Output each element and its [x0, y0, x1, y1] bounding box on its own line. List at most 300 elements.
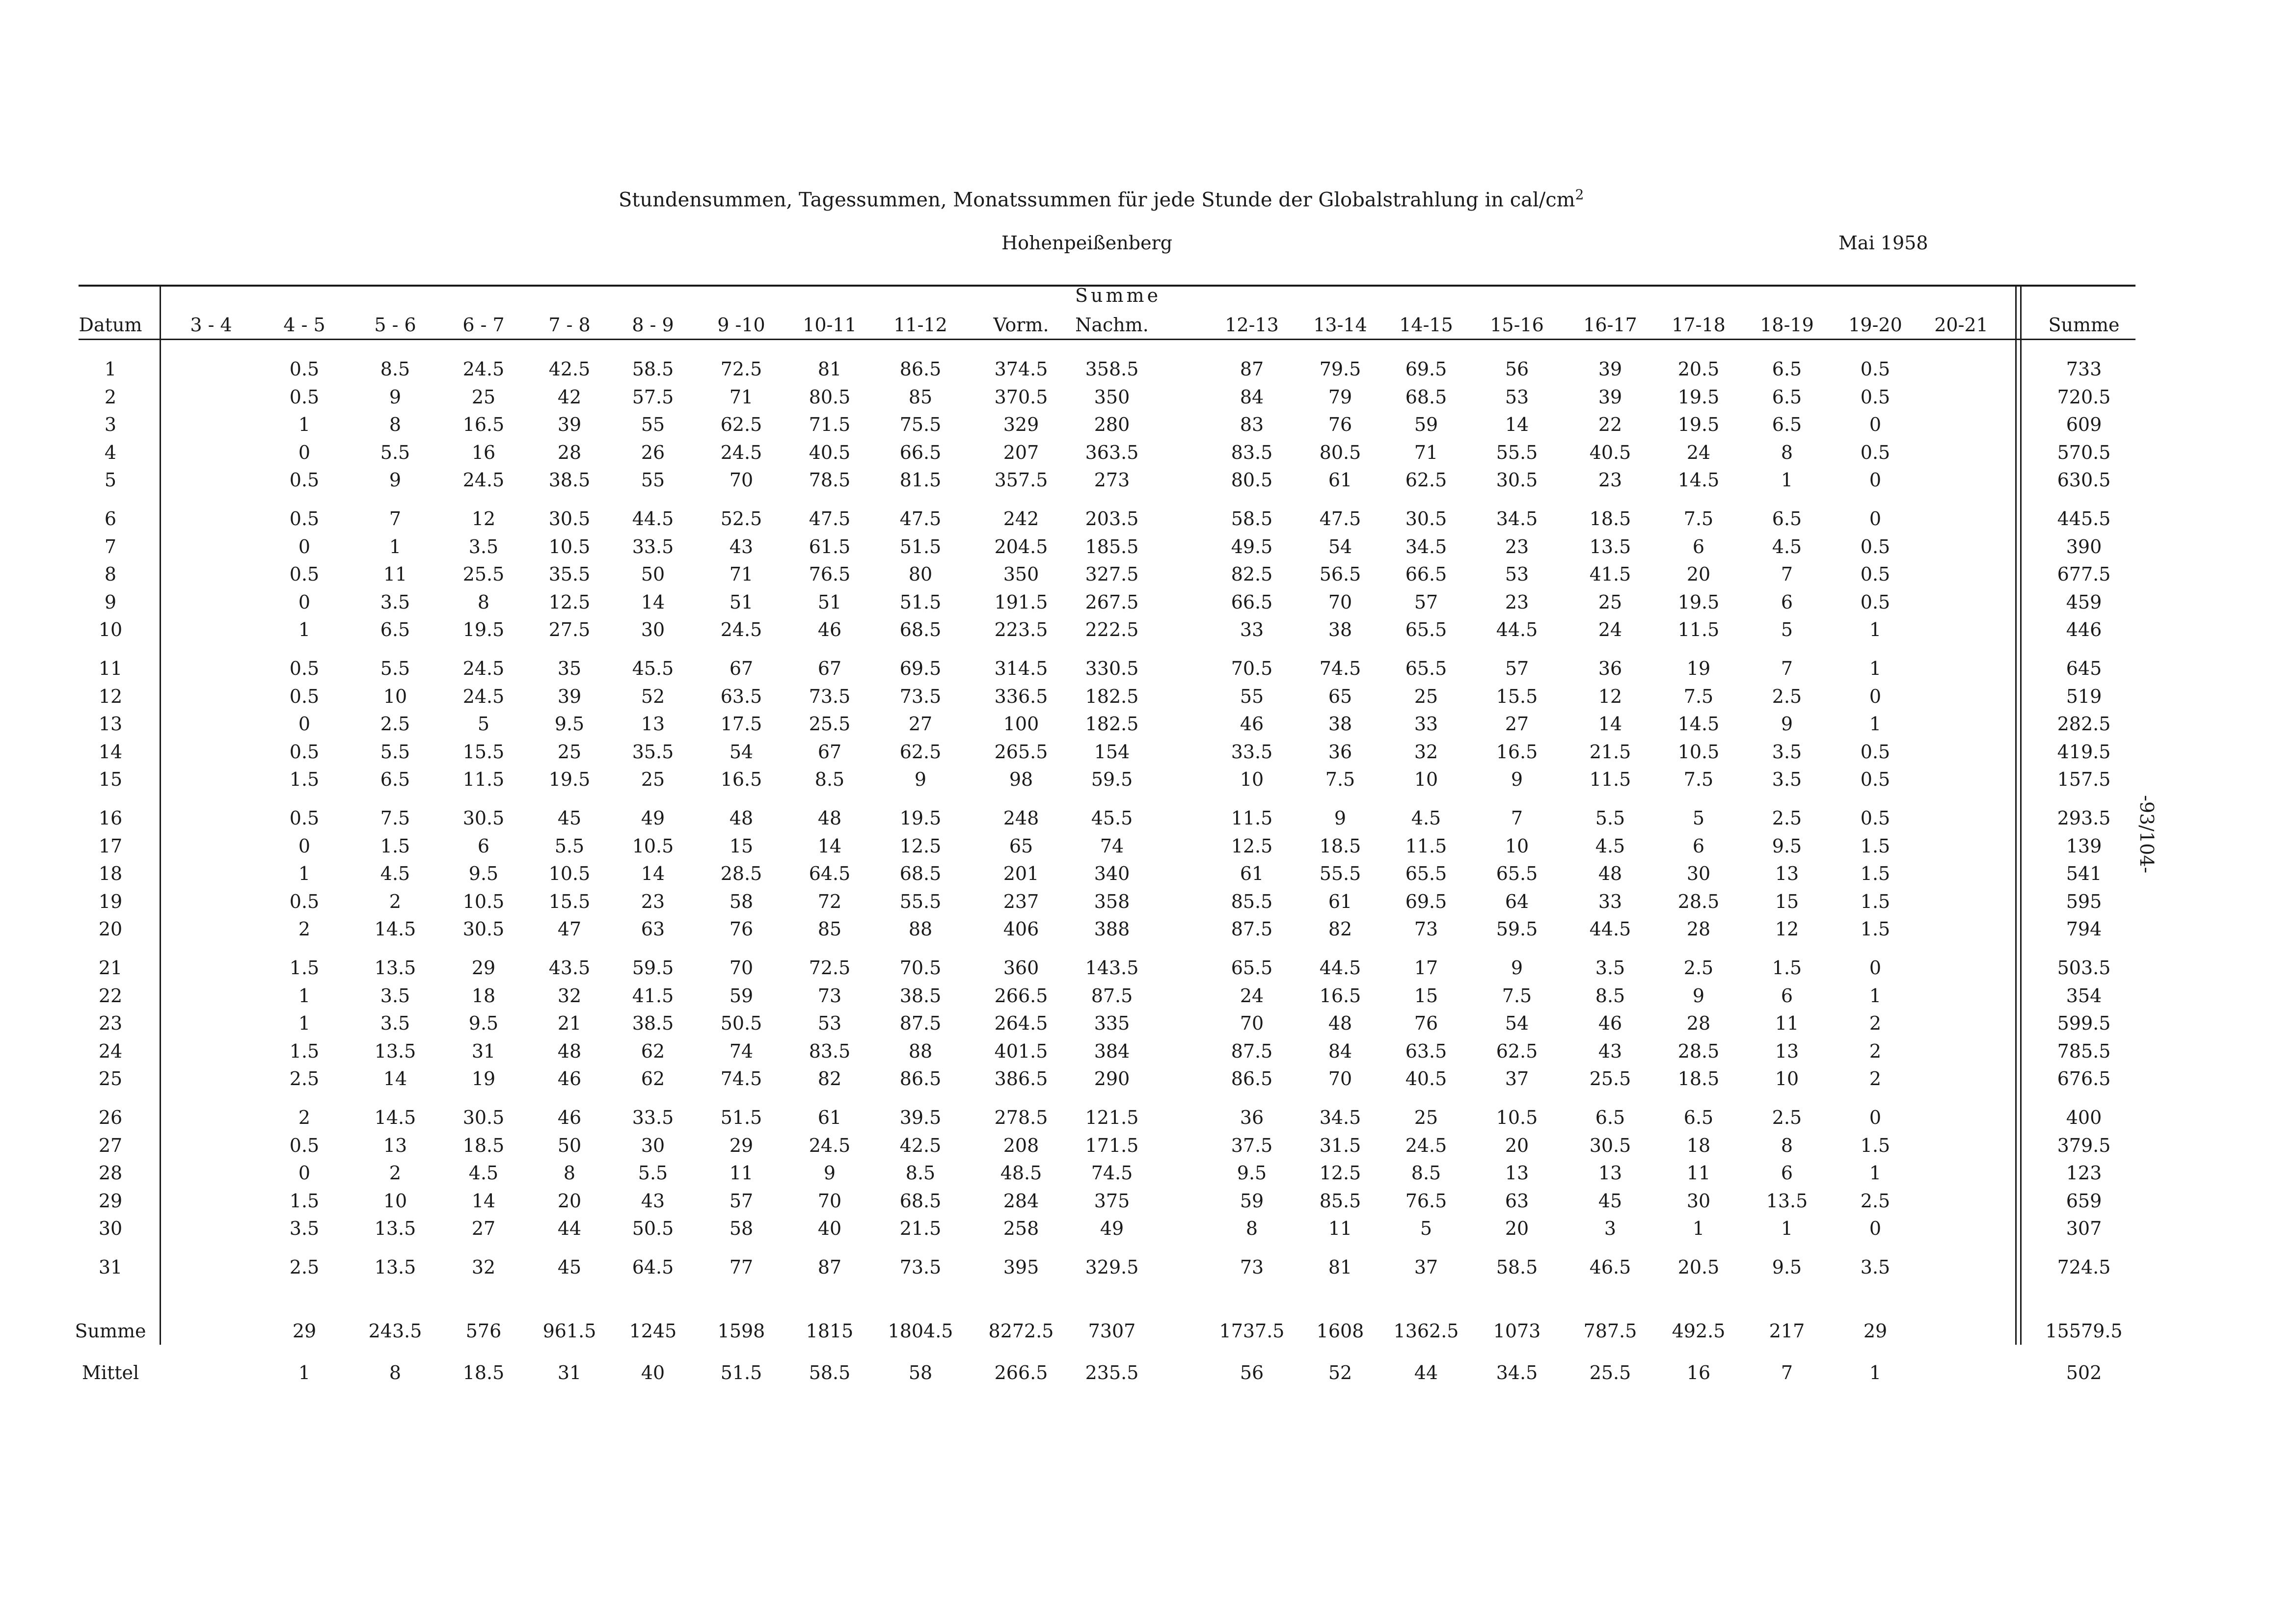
- table-cell: 64: [1505, 890, 1529, 912]
- table-cell: 50: [641, 563, 665, 585]
- table-cell: 61: [1328, 890, 1352, 912]
- row-total: 390: [2066, 535, 2102, 558]
- table-cell: 46: [557, 1068, 582, 1090]
- table-cell: 10.5: [1496, 1107, 1538, 1128]
- summe-row-cell: 1362.5: [1393, 1320, 1459, 1342]
- mittel-row-cell: 8: [389, 1362, 402, 1384]
- table-cell: 0.5: [289, 358, 320, 380]
- table-cell: 0.5: [289, 469, 320, 491]
- table-cell: 55.5: [1319, 863, 1361, 884]
- table-cell: 35.5: [548, 563, 591, 585]
- row-total: 677.5: [2057, 563, 2111, 585]
- column-header: 19-20: [1848, 314, 1902, 336]
- column-header: 5 - 6: [374, 314, 416, 336]
- table-cell: 18: [1686, 1134, 1711, 1156]
- summe-row-cell: 1598: [717, 1320, 765, 1342]
- table-cell: 4.5: [380, 863, 410, 884]
- table-cell: 9: [389, 469, 402, 491]
- table-cell: 4.5: [468, 1162, 499, 1184]
- table-cell: 63.5: [720, 685, 762, 707]
- row-total: 785.5: [2057, 1040, 2111, 1062]
- column-header: 10-11: [803, 314, 857, 336]
- table-cell: 45.5: [1091, 807, 1133, 829]
- table-cell: 76: [1414, 1012, 1438, 1034]
- table-cell: 20.5: [1677, 1256, 1720, 1278]
- table-cell: 59: [729, 984, 754, 1007]
- summe-row-cell: 492.5: [1672, 1320, 1726, 1342]
- table-cell: 0: [298, 535, 311, 558]
- table-cell: 58.5: [632, 358, 674, 380]
- table-cell: 57: [1414, 591, 1438, 613]
- column-header: 16-17: [1583, 314, 1637, 336]
- table-cell: 54: [729, 741, 754, 763]
- table-cell: 70: [1328, 591, 1352, 613]
- table-cell: 44: [557, 1218, 582, 1239]
- table-cell: 363.5: [1085, 441, 1139, 463]
- table-cell: 85.5: [1319, 1190, 1361, 1212]
- table-cell: 3.5: [468, 535, 499, 558]
- row-date: 15: [98, 769, 123, 790]
- table-cell: 84: [1328, 1040, 1352, 1062]
- table-cell: 7: [389, 508, 402, 530]
- column-header: 20-21: [1934, 314, 1988, 336]
- table-cell: 21.5: [1589, 741, 1631, 763]
- table-cell: 2.5: [289, 1068, 320, 1090]
- table-cell: 54: [1505, 1012, 1529, 1034]
- row-total: 282.5: [2057, 713, 2111, 735]
- table-cell: 1: [1781, 1218, 1793, 1239]
- table-cell: 29: [471, 957, 496, 979]
- row-total: 419.5: [2057, 741, 2111, 763]
- table-cell: 9: [1334, 807, 1347, 829]
- table-cell: 14.5: [374, 1107, 416, 1128]
- table-cell: 12.5: [548, 591, 591, 613]
- table-cell: 78.5: [809, 469, 851, 491]
- table-cell: 13.5: [374, 1218, 416, 1239]
- table-cell: 386.5: [994, 1068, 1048, 1090]
- table-cell: 11: [1328, 1218, 1352, 1239]
- table-cell: 32: [471, 1256, 496, 1278]
- table-cell: 27: [471, 1218, 496, 1239]
- column-header: 17-18: [1672, 314, 1726, 336]
- table-cell: 82: [817, 1068, 842, 1090]
- table-cell: 8: [389, 414, 402, 435]
- table-cell: 86.5: [899, 1068, 942, 1090]
- table-cell: 9.5: [1772, 835, 1802, 857]
- table-cell: 2: [298, 1107, 311, 1128]
- table-cell: 2.5: [1772, 807, 1802, 829]
- table-cell: 12.5: [1231, 835, 1273, 857]
- table-cell: 73: [817, 984, 842, 1007]
- table-cell: 15: [729, 835, 754, 857]
- table-cell: 75.5: [899, 414, 942, 435]
- table-cell: 9.5: [468, 863, 499, 884]
- table-cell: 13.5: [374, 1040, 416, 1062]
- table-cell: 20: [557, 1190, 582, 1212]
- table-cell: 88: [908, 1040, 933, 1062]
- table-cell: 28: [557, 441, 582, 463]
- table-cell: 19.5: [1677, 591, 1720, 613]
- table-cell: 10.5: [1677, 741, 1720, 763]
- table-cell: 45.5: [632, 658, 674, 679]
- table-cell: 0.5: [289, 508, 320, 530]
- row-date: 28: [98, 1162, 123, 1184]
- table-cell: 58.5: [1496, 1256, 1538, 1278]
- table-cell: 5.5: [1595, 807, 1625, 829]
- row-date: 24: [98, 1040, 123, 1062]
- table-cell: 7.5: [1325, 769, 1355, 790]
- table-cell: 24.5: [1405, 1134, 1447, 1156]
- mittel-row-cell: 56: [1240, 1362, 1264, 1384]
- table-cell: 63: [1505, 1190, 1529, 1212]
- table-cell: 73: [1414, 918, 1438, 940]
- table-cell: 6.5: [1595, 1107, 1625, 1128]
- table-cell: 33: [1240, 619, 1264, 640]
- table-cell: 6: [1781, 591, 1793, 613]
- row-total: 733: [2066, 358, 2102, 380]
- table-cell: 1: [298, 1012, 311, 1034]
- table-cell: 29: [729, 1134, 754, 1156]
- table-cell: 10: [1505, 835, 1529, 857]
- table-cell: 20.5: [1677, 358, 1720, 380]
- table-cell: 27: [908, 713, 933, 735]
- table-cell: 248: [1003, 807, 1039, 829]
- table-cell: 15: [1775, 890, 1799, 912]
- table-cell: 83.5: [809, 1040, 851, 1062]
- table-cell: 5: [1781, 619, 1793, 640]
- table-cell: 201: [1003, 863, 1039, 884]
- table-cell: 143.5: [1085, 957, 1139, 979]
- table-cell: 80.5: [1231, 469, 1273, 491]
- table-cell: 71: [729, 386, 754, 408]
- table-cell: 10: [383, 1190, 407, 1212]
- table-cell: 0.5: [289, 386, 320, 408]
- table-cell: 64.5: [809, 863, 851, 884]
- table-cell: 87.5: [1231, 1040, 1273, 1062]
- table-cell: 33.5: [1231, 741, 1273, 763]
- table-cell: 1: [298, 414, 311, 435]
- table-cell: 20: [1686, 563, 1711, 585]
- table-cell: 30.5: [1496, 469, 1538, 491]
- table-cell: 38.5: [548, 469, 591, 491]
- summe-row-label: Summe: [75, 1320, 146, 1342]
- table-cell: 64.5: [632, 1256, 674, 1278]
- table-cell: 395: [1003, 1256, 1039, 1278]
- table-cell: 1: [1692, 1218, 1705, 1239]
- table-cell: 58: [729, 890, 754, 912]
- table-cell: 51: [729, 591, 754, 613]
- table-cell: 0.5: [289, 563, 320, 585]
- table-cell: 33.5: [632, 535, 674, 558]
- table-cell: 2.5: [289, 1256, 320, 1278]
- row-total: 519: [2066, 685, 2102, 707]
- table-cell: 7.5: [1683, 769, 1714, 790]
- table-cell: 36: [1598, 658, 1622, 679]
- table-cell: 0.5: [1860, 563, 1891, 585]
- row-total: 645: [2066, 658, 2102, 679]
- table-cell: 3: [1604, 1218, 1617, 1239]
- table-cell: 273: [1094, 469, 1130, 491]
- table-cell: 1.5: [289, 769, 320, 790]
- mittel-row-cell: 235.5: [1085, 1362, 1139, 1384]
- table-cell: 40.5: [809, 441, 851, 463]
- table-cell: 42.5: [899, 1134, 942, 1156]
- row-total: 503.5: [2057, 957, 2111, 979]
- table-cell: 335: [1094, 1012, 1130, 1034]
- table-cell: 242: [1003, 508, 1039, 530]
- table-cell: 87.5: [1091, 984, 1133, 1007]
- table-cell: 19.5: [462, 619, 505, 640]
- table-cell: 19.5: [1677, 414, 1720, 435]
- row-date: 17: [98, 835, 123, 857]
- table-cell: 24: [1240, 984, 1264, 1007]
- row-date: 21: [98, 957, 123, 979]
- table-cell: 43: [729, 535, 754, 558]
- table-cell: 11.5: [1589, 769, 1631, 790]
- table-cell: 15.5: [548, 890, 591, 912]
- table-cell: 11.5: [1677, 619, 1720, 640]
- table-cell: 70.5: [1231, 658, 1273, 679]
- table-cell: 30.5: [462, 1107, 505, 1128]
- table-cell: 11.5: [1231, 807, 1273, 829]
- table-cell: 82: [1328, 918, 1352, 940]
- table-cell: 0.5: [289, 741, 320, 763]
- table-cell: 1: [1869, 984, 1882, 1007]
- table-cell: 13: [1775, 1040, 1799, 1062]
- table-cell: 42: [557, 386, 582, 408]
- row-total: 794: [2066, 918, 2102, 940]
- table-cell: 10: [1414, 769, 1438, 790]
- table-cell: 182.5: [1085, 713, 1139, 735]
- table-cell: 237: [1003, 890, 1039, 912]
- table-cell: 37: [1505, 1068, 1529, 1090]
- table-cell: 9: [1511, 957, 1523, 979]
- table-cell: 16: [471, 441, 496, 463]
- table-cell: 1.5: [1860, 863, 1891, 884]
- table-cell: 17: [1414, 957, 1438, 979]
- table-cell: 25.5: [1589, 1068, 1631, 1090]
- table-cell: 62.5: [1496, 1040, 1538, 1062]
- table-cell: 38.5: [632, 1012, 674, 1034]
- table-cell: 44.5: [1319, 957, 1361, 979]
- table-cell: 6.5: [380, 769, 410, 790]
- table-cell: 8: [1245, 1218, 1258, 1239]
- table-cell: 76.5: [809, 563, 851, 585]
- table-cell: 1: [298, 619, 311, 640]
- table-cell: 2: [389, 890, 402, 912]
- row-total: 570.5: [2057, 441, 2111, 463]
- table-cell: 3.5: [380, 1012, 410, 1034]
- table-cell: 191.5: [994, 591, 1048, 613]
- table-cell: 9.5: [1237, 1162, 1267, 1184]
- row-total: 676.5: [2057, 1068, 2111, 1090]
- table-cell: 83.5: [1231, 441, 1273, 463]
- table-cell: 81.5: [899, 469, 942, 491]
- row-date: 1: [104, 358, 117, 380]
- table-cell: 50.5: [720, 1012, 762, 1034]
- row-date: 10: [98, 619, 123, 640]
- table-cell: 5.5: [380, 658, 410, 679]
- row-date: 4: [104, 441, 117, 463]
- table-cell: 74.5: [1319, 658, 1361, 679]
- table-cell: 41.5: [632, 984, 674, 1007]
- table-cell: 3.5: [380, 591, 410, 613]
- table-cell: 38: [1328, 619, 1352, 640]
- table-cell: 12.5: [899, 835, 942, 857]
- table-cell: 31: [471, 1040, 496, 1062]
- table-cell: 204.5: [994, 535, 1048, 558]
- row-total: 123: [2066, 1162, 2102, 1184]
- table-cell: 25.5: [809, 713, 851, 735]
- table-cell: 49: [1100, 1218, 1124, 1239]
- table-cell: 84: [1240, 386, 1264, 408]
- mittel-row-cell: 1: [298, 1362, 311, 1384]
- table-cell: 8: [1781, 1134, 1793, 1156]
- column-header: 8 - 9: [632, 314, 674, 336]
- table-cell: 14: [1505, 414, 1529, 435]
- table-cell: 406: [1003, 918, 1039, 940]
- table-cell: 13.5: [1589, 535, 1631, 558]
- table-cell: 203.5: [1085, 508, 1139, 530]
- table-cell: 55.5: [899, 890, 942, 912]
- table-cell: 16.5: [462, 414, 505, 435]
- table-cell: 13.5: [374, 957, 416, 979]
- table-cell: 28.5: [720, 863, 762, 884]
- table-cell: 19.5: [899, 807, 942, 829]
- table-cell: 69.5: [1405, 890, 1447, 912]
- summe-row-cell: 787.5: [1583, 1320, 1637, 1342]
- table-cell: 72: [817, 890, 842, 912]
- table-cell: 45: [1598, 1190, 1622, 1212]
- table-cell: 32: [557, 984, 582, 1007]
- table-cell: 18.5: [1589, 508, 1631, 530]
- mittel-row-cell: 44: [1414, 1362, 1438, 1384]
- row-date: 7: [104, 535, 117, 558]
- table-cell: 121.5: [1085, 1107, 1139, 1128]
- summe-row-cell: 7307: [1088, 1320, 1136, 1342]
- table-right-divider-double: [2020, 285, 2022, 1345]
- table-cell: 55: [1240, 685, 1264, 707]
- table-cell: 24: [1598, 619, 1622, 640]
- table-cell: 20: [1505, 1134, 1529, 1156]
- table-cell: 7.5: [1683, 685, 1714, 707]
- row-date: 2: [104, 386, 117, 408]
- table-cell: 25: [1414, 685, 1438, 707]
- row-date: 12: [98, 685, 123, 707]
- summe-row-cell: 29: [1863, 1320, 1888, 1342]
- table-cell: 67: [817, 658, 842, 679]
- table-cell: 24.5: [462, 658, 505, 679]
- row-total: 293.5: [2057, 807, 2111, 829]
- table-cell: 44.5: [632, 508, 674, 530]
- summe-row-total: 15579.5: [2045, 1320, 2123, 1342]
- table-cell: 34.5: [1405, 535, 1447, 558]
- table-cell: 6: [1781, 984, 1793, 1007]
- table-cell: 25: [471, 386, 496, 408]
- table-cell: 0: [1869, 1218, 1882, 1239]
- table-cell: 154: [1094, 741, 1130, 763]
- table-cell: 56: [1505, 358, 1529, 380]
- table-cell: 70: [1240, 1012, 1264, 1034]
- table-cell: 11: [729, 1162, 754, 1184]
- table-cell: 0: [1869, 469, 1882, 491]
- table-cell: 59.5: [1091, 769, 1133, 790]
- table-cell: 30.5: [462, 918, 505, 940]
- table-cell: 24.5: [462, 358, 505, 380]
- table-cell: 1.5: [380, 835, 410, 857]
- row-date: 5: [104, 469, 117, 491]
- row-date: 31: [98, 1256, 123, 1278]
- table-cell: 62.5: [899, 741, 942, 763]
- table-cell: 55: [641, 414, 665, 435]
- table-cell: 15: [1414, 984, 1438, 1007]
- table-cell: 30.5: [548, 508, 591, 530]
- table-cell: 62.5: [1405, 469, 1447, 491]
- table-cell: 37.5: [1231, 1134, 1273, 1156]
- table-cell: 327.5: [1085, 563, 1139, 585]
- table-cell: 41.5: [1589, 563, 1631, 585]
- table-cell: 19: [1686, 658, 1711, 679]
- table-cell: 28: [1686, 1012, 1711, 1034]
- table-cell: 10: [1240, 769, 1264, 790]
- table-cell: 28: [1686, 918, 1711, 940]
- summe-row-cell: 29: [292, 1320, 317, 1342]
- table-cell: 14.5: [1677, 469, 1720, 491]
- table-cell: 30: [1686, 863, 1711, 884]
- table-cell: 65.5: [1496, 863, 1538, 884]
- table-cell: 6.5: [1683, 1107, 1714, 1128]
- mittel-row-label: Mittel: [81, 1362, 139, 1384]
- table-cell: 357.5: [994, 469, 1048, 491]
- table-cell: 59: [1414, 414, 1438, 435]
- table-cell: 53: [817, 1012, 842, 1034]
- summe-row-cell: 1804.5: [888, 1320, 953, 1342]
- table-cell: 370.5: [994, 386, 1048, 408]
- table-cell: 2: [1869, 1012, 1882, 1034]
- table-cell: 74.5: [1091, 1162, 1133, 1184]
- table-cell: 69.5: [899, 658, 942, 679]
- table-cell: 33.5: [632, 1107, 674, 1128]
- table-cell: 314.5: [994, 658, 1048, 679]
- table-cell: 7.5: [1683, 508, 1714, 530]
- table-cell: 70: [729, 469, 754, 491]
- table-cell: 25: [557, 741, 582, 763]
- table-cell: 27: [1505, 713, 1529, 735]
- table-cell: 71.5: [809, 414, 851, 435]
- summe-row-cell: 243.5: [368, 1320, 422, 1342]
- row-total: 157.5: [2057, 769, 2111, 790]
- table-cell: 27.5: [548, 619, 591, 640]
- table-cell: 59.5: [1496, 918, 1538, 940]
- table-cell: 46: [1240, 713, 1264, 735]
- table-cell: 185.5: [1085, 535, 1139, 558]
- table-cell: 28.5: [1677, 890, 1720, 912]
- table-cell: 8: [563, 1162, 576, 1184]
- table-cell: 63: [641, 918, 665, 940]
- mittel-row-cell: 31: [557, 1362, 582, 1384]
- table-cell: 62: [641, 1068, 665, 1090]
- table-cell: 9: [1692, 984, 1705, 1007]
- table-cell: 45: [557, 807, 582, 829]
- row-date: 14: [98, 741, 123, 763]
- table-cell: 0: [298, 835, 311, 857]
- table-cell: 25: [1414, 1107, 1438, 1128]
- row-date: 25: [98, 1068, 123, 1090]
- table-cell: 1.5: [1772, 957, 1802, 979]
- row-total: 659: [2066, 1190, 2102, 1212]
- mittel-row-cell: 25.5: [1589, 1362, 1631, 1384]
- table-cell: 68.5: [899, 1190, 942, 1212]
